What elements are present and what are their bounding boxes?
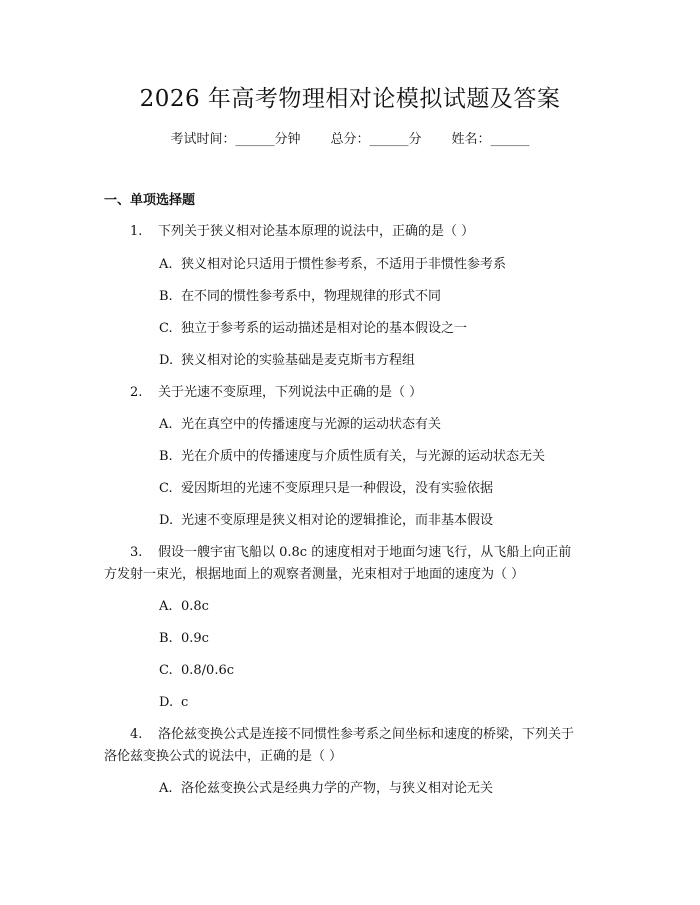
question-text: 洛伦兹变换公式是连接不同惯性参考系之间坐标和速度的桥梁，下列关于 (158, 727, 575, 742)
option-text: c (181, 695, 189, 710)
question-4-option-a (159, 780, 493, 798)
option-letter: D. (159, 353, 174, 368)
question-1-option-d (159, 352, 415, 370)
option-text: 0.9c (181, 631, 209, 646)
question-2-option-b (159, 448, 545, 466)
option-letter: D. (159, 695, 174, 710)
question-number: 1. (130, 224, 143, 239)
exam-info-line (0, 131, 700, 149)
question-4-stem (130, 726, 574, 744)
option-letter: C. (159, 321, 173, 336)
option-letter: D. (159, 513, 174, 528)
exam-time-field: 考试时间：______分钟 (170, 132, 301, 147)
question-number: 3. (130, 545, 143, 560)
question-1-option-a (159, 256, 506, 274)
page-title: 2026 年高考物理相对论模拟试题及答案 (139, 86, 561, 112)
question-2-option-a (159, 416, 441, 434)
question-3-option-d (159, 694, 188, 712)
question-1-option-c (159, 320, 467, 338)
question-3-option-a (159, 598, 209, 616)
option-text: 0.8c (181, 599, 209, 614)
option-text: 在不同的惯性参考系中，物理规律的形式不同 (181, 289, 442, 304)
question-3-option-b (159, 630, 209, 648)
question-2-option-c (159, 480, 493, 498)
option-text: 光速不变原理是狭义相对论的逻辑推论，而非基本假设 (181, 513, 494, 528)
option-text: 爱因斯坦的光速不变原理只是一种假设，没有实验依据 (181, 481, 494, 496)
option-letter: B. (159, 449, 173, 464)
total-score-field: 总分：______分 (330, 132, 422, 147)
option-text: 光在真空中的传播速度与光源的运动状态有关 (181, 417, 442, 432)
question-number: 4. (130, 727, 143, 742)
option-letter: B. (159, 631, 173, 646)
question-3-stem (130, 544, 571, 562)
question-2-option-d (159, 512, 493, 530)
question-2-stem (130, 384, 422, 402)
question-1-option-b (159, 288, 441, 306)
section-heading: 一、单项选择题 (104, 193, 196, 208)
option-text: 洛伦兹变换公式是经典力学的产物，与狭义相对论无关 (181, 781, 494, 796)
question-text: 下列关于狭义相对论基本原理的说法中，正确的是（ ） (158, 224, 475, 239)
question-4-stem-continued: 洛伦兹变换公式的说法中，正确的是（ ） (104, 749, 343, 764)
option-text: 0.8/0.6c (181, 663, 235, 678)
student-name-field: 姓名：______ (451, 132, 530, 147)
option-letter: A. (159, 417, 173, 432)
question-text: 关于光速不变原理，下列说法中正确的是（ ） (158, 385, 423, 400)
question-3-option-c (159, 662, 234, 680)
option-text: 独立于参考系的运动描述是相对论的基本假设之一 (181, 321, 468, 336)
question-1-stem (130, 223, 474, 241)
option-text: 狭义相对论只适用于惯性参考系，不适用于非惯性参考系 (181, 257, 507, 272)
question-3-stem-continued: 方发射一束光，根据地面上的观察者测量，光束相对于地面的速度为（ ） (104, 567, 525, 582)
option-letter: A. (159, 599, 173, 614)
question-number: 2. (130, 385, 143, 400)
option-letter: A. (159, 781, 173, 796)
question-text: 假设一艘宇宙飞船以 0.8c 的速度相对于地面匀速飞行，从飞船上向正前 (158, 545, 572, 560)
option-letter: C. (159, 663, 173, 678)
option-letter: B. (159, 289, 173, 304)
option-letter: C. (159, 481, 173, 496)
option-text: 狭义相对论的实验基础是麦克斯韦方程组 (181, 353, 416, 368)
option-text: 光在介质中的传播速度与介质性质有关，与光源的运动状态无关 (181, 449, 546, 464)
option-letter: A. (159, 257, 173, 272)
